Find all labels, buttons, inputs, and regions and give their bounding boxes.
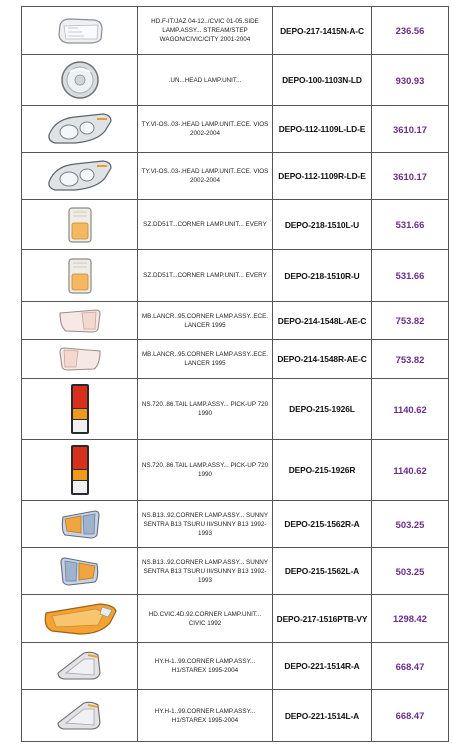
table-row (22, 250, 449, 302)
part-description: .UN...HEAD LAMP.UNIT... (138, 55, 273, 106)
table-row (22, 106, 449, 153)
part-description: NS.B13..92.CORNER LAMP.ASSY... SUNNY SENTRA B13 TSURU III/SUNNY B13 1992-1993 (138, 548, 273, 595)
corner-lamp-icon (65, 205, 95, 245)
part-price: 3610.17 (372, 153, 449, 200)
product-image-cell (22, 595, 138, 643)
part-number: DEPO-214-1548R-AE-C (273, 340, 372, 379)
part-description: SZ.DD51T...CORNER LAMP.UNIT... EVERY (138, 200, 273, 250)
part-description: NS.720..86.TAIL LAMP.ASSY... PICK-UP 720 1990 (138, 379, 273, 440)
part-price: 3610.17 (372, 106, 449, 153)
part-number: DEPO-215-1926L (273, 379, 372, 440)
part-price: 1298.42 (372, 595, 449, 643)
table-row (22, 501, 449, 548)
part-price: 753.82 (372, 302, 449, 340)
product-image-cell (22, 548, 138, 595)
part-description: TY.VI-OS..03-.HEAD LAMP.UNIT..ECE. VIOS 2002-2004 (138, 153, 273, 200)
part-description: NS.B13..92.CORNER LAMP.ASSY... SUNNY SENTRA B13 TSURU III/SUNNY B13 1992-1993 (138, 501, 273, 548)
part-price: 531.66 (372, 250, 449, 302)
table-row (22, 7, 449, 55)
corner-lamp-icon (54, 649, 106, 683)
part-price: 236.56 (372, 7, 449, 55)
part-number: DEPO-215-1926R (273, 440, 372, 501)
tail-lamp-icon (68, 382, 92, 436)
part-number: DEPO-100-1103N-LD (273, 55, 372, 106)
part-price: 668.47 (372, 643, 449, 690)
part-price: 930.93 (372, 55, 449, 106)
part-number: DEPO-215-1562R-A (273, 501, 372, 548)
product-image-cell (22, 106, 138, 153)
product-image-cell (22, 200, 138, 250)
part-price: 1140.62 (372, 440, 449, 501)
corner-lamp-icon (54, 699, 106, 733)
product-image-cell (22, 55, 138, 106)
part-number: DEPO-217-1516PTB-VY (273, 595, 372, 643)
part-number: DEPO-218-1510R-U (273, 250, 372, 302)
corner-lamp-icon (56, 307, 104, 335)
part-number: DEPO-217-1415N-A-C (273, 7, 372, 55)
table-row (22, 379, 449, 440)
table-row (22, 55, 449, 106)
product-image-cell (22, 501, 138, 548)
product-image-cell (22, 7, 138, 55)
part-description: HY.H-1..99.CORNER LAMP.ASSY... H1/STAREX 1995-2004 (138, 690, 273, 742)
tail-lamp-icon (68, 443, 92, 497)
corner-lamp-icon (56, 345, 104, 373)
part-price: 503.25 (372, 548, 449, 595)
part-description: HY.H-1..99.CORNER LAMP.ASSY... H1/STAREX 1995-2004 (138, 643, 273, 690)
table-row (22, 302, 449, 340)
part-price: 1140.62 (372, 379, 449, 440)
part-number: DEPO-214-1548L-AE-C (273, 302, 372, 340)
side-lamp-icon (54, 15, 106, 47)
part-number: DEPO-215-1562L-A (273, 548, 372, 595)
part-description: SZ.DD51T...CORNER LAMP.UNIT... EVERY (138, 250, 273, 302)
part-price: 503.25 (372, 501, 449, 548)
part-price: 531.66 (372, 200, 449, 250)
part-number: DEPO-218-1510L-U (273, 200, 372, 250)
parts-table (21, 6, 449, 742)
product-image-cell (22, 379, 138, 440)
part-price: 753.82 (372, 340, 449, 379)
part-number: DEPO-221-1514R-A (273, 643, 372, 690)
corner-lamp-icon (65, 256, 95, 296)
round-head-lamp-icon (58, 58, 102, 102)
table-row (22, 548, 449, 595)
part-number: DEPO-112-1109R-LD-E (273, 153, 372, 200)
product-image-cell (22, 153, 138, 200)
head-lamp-right-icon (45, 158, 115, 194)
corner-lamp-icon (57, 554, 103, 588)
table-row (22, 440, 449, 501)
part-description: MB.LANCR..95.CORNER LAMP.ASSY..ECE. LANCER 1995 (138, 340, 273, 379)
part-description: MB.LANCR..95.CORNER LAMP.ASSY..ECE. LANCER 1995 (138, 302, 273, 340)
part-description: NS.720..86.TAIL LAMP.ASSY... PICK-UP 720 1990 (138, 440, 273, 501)
product-image-cell (22, 643, 138, 690)
product-image-cell (22, 440, 138, 501)
table-row (22, 643, 449, 690)
head-lamp-left-icon (45, 111, 115, 147)
part-number: DEPO-221-1514L-A (273, 690, 372, 742)
product-image-cell (22, 340, 138, 379)
part-number: DEPO-112-1109L-LD-E (273, 106, 372, 153)
part-price: 668.47 (372, 690, 449, 742)
table-row (22, 200, 449, 250)
part-description: HD.F-IT/JAZ 04-12../CVIC 01-05.SIDE LAMP.ASSY... STREAM/STEP WAGON/CIVIC/CITY 2001-2004 (138, 7, 273, 55)
part-description: HD.CVIC.4D.92.CORNER LAMP.UNIT... CIVIC 1992 (138, 595, 273, 643)
product-image-cell (22, 302, 138, 340)
part-description: TY.VI-OS..03-.HEAD LAMP.UNIT..ECE. VIOS 2002-2004 (138, 106, 273, 153)
product-image-cell (22, 690, 138, 742)
corner-lamp-icon (40, 601, 120, 637)
product-image-cell (22, 250, 138, 302)
corner-lamp-icon (57, 507, 103, 541)
table-row (22, 690, 449, 742)
table-row (22, 340, 449, 379)
table-row (22, 153, 449, 200)
table-row (22, 595, 449, 643)
